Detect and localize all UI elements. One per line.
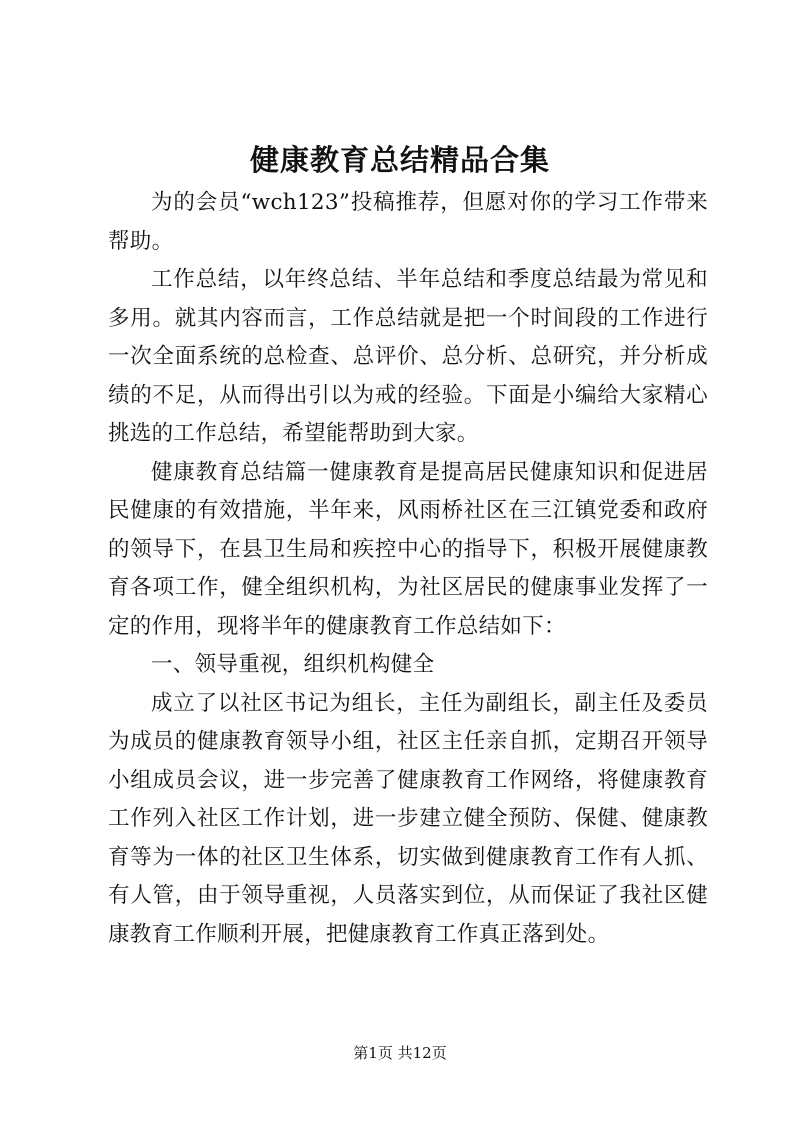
document-body — [108, 184, 708, 954]
page-number-footer: 第1页 共12页 — [353, 1044, 447, 1062]
paragraph-summary-definition: 工作总结，以年终总结、半年总结和季度总结最为常见和多用。就其内容而言，工作总结就是把一个时间段的工作进行一次全面系统的总检查、总评价、总分析、总研究，并分析成绩的不足，从而得出引以为戒的经验。下面是小编给大家精心挑选的工作总结，希望能帮助到大家。 — [108, 267, 708, 446]
paragraph-article-one: 健康教育总结篇一健康教育是提高居民健康知识和促进居民健康的有效措施，半年来，风雨桥社区在三江镇党委和政府的领导下，在县卫生局和疾控中心的指导下，积极开展健康教育各项工作，健全组织机构，为社区居民的健康事业发挥了一定的作用，现将半年的健康教育工作总结如下： — [108, 459, 708, 639]
paragraph-leadership-group: 成立了以社区书记为组长，主任为副组长，副主任及委员为成员的健康教育领导小组，社区主任亲自抓，定期召开领导小组成员会议，进一步完善了健康教育工作网络，将健康教育工作列入社区工作计划，进一步建立健全预防、保健、健康教育等为一体的社区卫生体系，切实做到健康教育工作有人抓、有人管，由于领导重视，人员落实到位，从而保证了我社区健康教育工作顺利开展，把健康教育工作真正落到处。 — [108, 690, 708, 947]
document-title: 健康教育总结精品合集 — [249, 143, 550, 177]
section-heading-leadership: 一、领导重视，组织机构健全 — [151, 652, 435, 677]
paragraph-intro: 为的会员“wch123”投稿推荐，但愿对你的学习工作带来帮助。 — [108, 190, 708, 254]
